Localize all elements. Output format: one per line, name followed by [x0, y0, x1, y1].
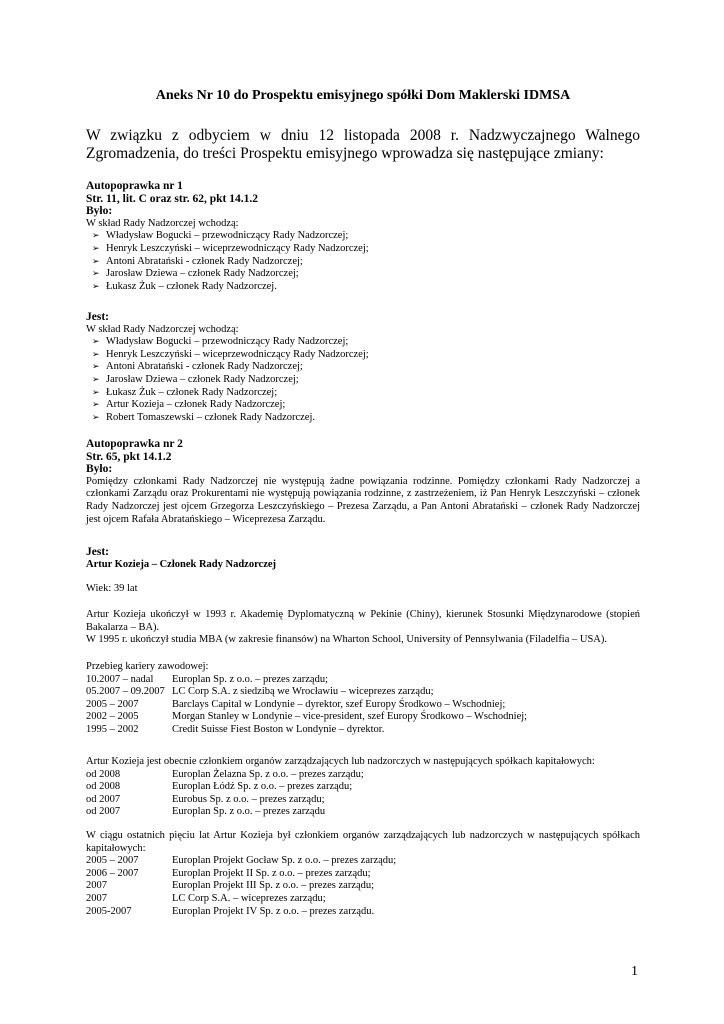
bylo-label: Było:: [86, 205, 113, 218]
list-item: ➢ Łukasz Żuk – członek Rady Nadzorczej.: [92, 280, 277, 292]
jest-label: Jest:: [86, 546, 109, 558]
current-row: od 2007 Eurobus Sp. z o.o. – prezes zarządu;: [86, 793, 325, 805]
jest-list: [86, 336, 640, 424]
arrow-bullet-icon: ➢: [92, 374, 100, 385]
arrow-bullet-icon: ➢: [92, 400, 100, 411]
career-row: 05.2007 – 09.2007 LC Corp S.A. z siedzibą we Wrocławiu – wiceprezes zarządu;: [86, 686, 434, 698]
past-row: 2005-2007 Europlan Projekt IV Sp. z o.o. – prezes zarządu.: [86, 905, 375, 917]
autopoprawka-2: [86, 438, 640, 526]
age: Wiek: 39 lat: [86, 583, 138, 594]
education-paragraph: [86, 609, 640, 647]
autopoprawka-1-jest: [86, 311, 640, 424]
arrow-bullet-icon: ➢: [92, 243, 100, 254]
jest-intro: W skład Rady Nadzorczej wchodzą:: [86, 323, 239, 335]
arrow-bullet-icon: ➢: [92, 256, 100, 267]
arrow-bullet-icon: ➢: [92, 412, 100, 423]
list-item: ➢ Łukasz Żuk – członek Rady Nadzorczej;: [92, 386, 278, 398]
career-label: Przebieg kariery zawodowej:: [86, 661, 209, 672]
list-item: ➢ Henryk Leszczyński – wiceprzewodniczący Rady Nadzorczej;: [92, 242, 369, 254]
arrow-bullet-icon: ➢: [92, 387, 100, 398]
current-positions-section: [86, 756, 640, 819]
past-row: 2007 LC Corp S.A. – wiceprezes zarządu;: [86, 892, 326, 904]
career-section: [86, 661, 640, 737]
education-2: W 1995 r. ukończył studia MBA (w zakresie finansów) na Wharton School, University of Pennsylwania (Filadelfia – USA).: [86, 634, 608, 646]
education-1: Artur Kozieja ukończył w 1993 r. Akademię Dyplomatyczną w Pekinie (Chiny), kierunek Stosunki Międzynarodowe (stopień Bakalarza – BA).: [86, 609, 640, 633]
list-item: ➢ Władysław Bogucki – przewodniczący Rady Nadzorczej;: [92, 230, 349, 242]
autopoprawka-1: [86, 180, 640, 293]
list-item: ➢ Antoni Abratański - członek Rady Nadzorczej;: [92, 361, 303, 373]
page-number: 1: [631, 964, 638, 979]
current-row: od 2007 Europlan Sp. z o.o. – prezes zarządu: [86, 806, 326, 818]
arrow-bullet-icon: ➢: [92, 269, 100, 280]
person-heading: Artur Kozieja – Członek Rady Nadzorczej: [86, 558, 277, 570]
bylo-paragraph: Pomiędzy członkami Rady Nadzorczej nie występują żadne powiązania rodzinne. Pomiędzy członkami Rady Nadzorczej a członkami Zarządu oraz Prokurentami nie występują powiązania rodzinne, z zastrzeżeniem, iż Pan Henryk Leszczyński – członek Rady Nadzorczej jest ojcem Grzegorza Leszczyńskiego – Prezesa Zarządu, a Pan Antoni Abratański – członek Rady Nadzorczej jest ojcem Rafała Abratańskiego – Wiceprezesa Zarządu.: [86, 475, 640, 525]
current-row: od 2008 Europlan Łódź Sp. z o.o. – prezes zarządu;: [86, 781, 353, 793]
autopoprawka-2-jest: [86, 546, 640, 571]
autopoprawka-1-ref: Str. 11, lit. C oraz str. 62, pkt 14.1.2: [86, 192, 258, 205]
arrow-bullet-icon: ➢: [92, 362, 100, 373]
career-row: 1995 – 2002 Credit Suisse Fiest Boston w Londynie – dyrektor.: [86, 723, 385, 735]
autopoprawka-1-heading: Autopoprawka nr 1: [86, 180, 183, 192]
past-row: 2005 – 2007 Europlan Projekt Gocław Sp. z o.o. – prezes zarządu;: [86, 855, 397, 867]
document-title: Aneks Nr 10 do Prospektu emisyjnego spółki Dom Maklerski IDMSA: [155, 88, 571, 103]
bylo-list: [86, 230, 640, 293]
autopoprawka-2-ref: Str. 65, pkt 14.1.2: [86, 450, 172, 463]
list-item: ➢ Henryk Leszczyński – wiceprzewodniczący Rady Nadzorczej;: [92, 348, 369, 360]
list-item: ➢ Władysław Bogucki – przewodniczący Rady Nadzorczej;: [92, 336, 349, 348]
list-item: ➢ Artur Kozieja – członek Rady Nadzorczej;: [92, 399, 286, 411]
autopoprawka-2-heading: Autopoprawka nr 2: [86, 438, 183, 450]
arrow-bullet-icon: ➢: [92, 231, 100, 242]
past-row: 2007 Europlan Projekt III Sp. z o.o. – prezes zarządu;: [86, 880, 375, 892]
arrow-bullet-icon: ➢: [92, 337, 100, 348]
past-positions-section: [86, 830, 640, 918]
current-row: od 2008 Europlan Żelazna Sp. z o.o. – prezes zarządu;: [86, 768, 364, 780]
arrow-bullet-icon: ➢: [92, 281, 100, 292]
bylo-intro: W skład Rady Nadzorczej wchodzą:: [86, 217, 239, 229]
career-row: 2002 – 2005 Morgan Stanley w Londynie – vice-president, szef Europy Środkowo – Wschodniej;: [86, 711, 528, 723]
list-item: ➢ Antoni Abratański - członek Rady Nadzorczej;: [92, 255, 303, 267]
jest-label: Jest:: [86, 311, 109, 323]
list-item: ➢ Jarosław Dziewa – członek Rady Nadzorczej;: [92, 268, 299, 280]
list-item: ➢ Jarosław Dziewa – członek Rady Nadzorczej;: [92, 373, 299, 385]
arrow-bullet-icon: ➢: [92, 349, 100, 360]
career-row: 10.2007 – nadal Europlan Sp. z o.o. – prezes zarządu;: [86, 673, 328, 685]
intro-paragraph: W związku z odbyciem w dniu 12 listopada 2008 r. Nadzwyczajnego Walnego Zgromadzenia, do treści Prospektu emisyjnego wprowadza się następujące zmiany:: [86, 127, 640, 162]
past-row: 2006 – 2007 Europlan Projekt II Sp. z o.o. – prezes zarządu;: [86, 867, 371, 879]
career-row: 2005 – 2007 Barclays Capital w Londynie – dyrektor, szef Europy Środkowo – Wschodniej;: [86, 698, 506, 710]
current-label: Artur Kozieja jest obecnie członkiem organów zarządzających lub nadzorczych w następujących spółkach kapitałowych:: [86, 756, 595, 767]
list-item: ➢ Robert Tomaszewski – członek Rady Nadzorczej.: [92, 411, 316, 423]
past-label: W ciągu ostatnich pięciu lat Artur Kozieja był członkiem organów zarządzających lub nadzorczych w następujących spółkach kapitałowych:: [86, 830, 640, 854]
bylo-label: Było:: [86, 463, 113, 476]
